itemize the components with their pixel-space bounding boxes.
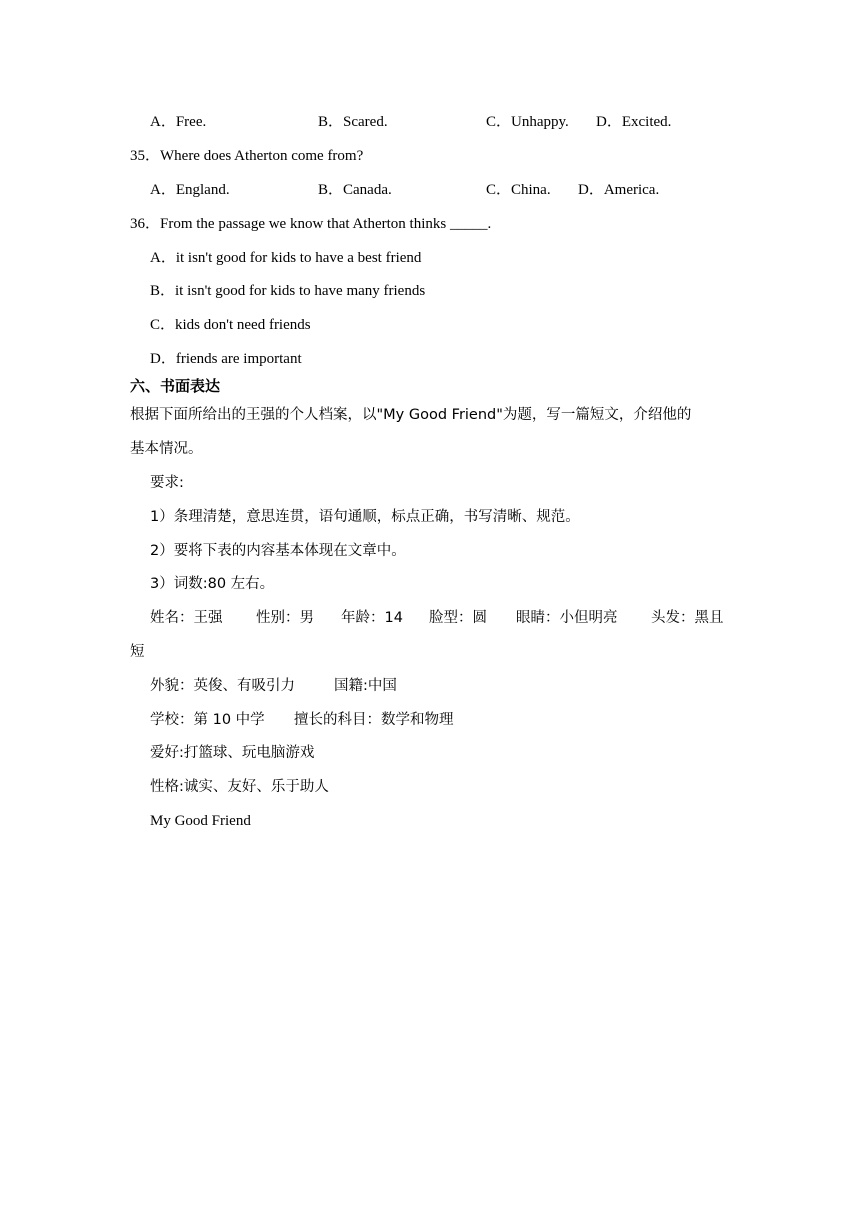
prompt-line-2: 基本情况。 [130,441,203,457]
profile-looks: 外貌：英俊、有吸引力 [150,678,295,694]
requirements-label: 要求: [150,475,184,491]
q35-option-c: C．China. [486,182,551,198]
q34-option-b: B．Scared. [318,114,388,130]
profile-hair-cont: 短 [130,644,145,660]
profile-age: 年龄：14 [341,610,403,626]
profile-gender: 性别：男 [256,610,314,626]
section-title: 六、书面表达 [130,377,221,395]
profile-face: 脸型：圆 [429,610,487,626]
profile-subjects: 擅长的科目：数学和物理 [294,712,454,728]
profile-nationality: 国籍:中国 [334,678,397,694]
q34-option-c: C．Unhappy. [486,114,569,130]
profile-hair: 头发：黑且 [651,610,724,626]
q36-option-c: C．kids don't need friends [150,317,311,333]
q35-option-b: B．Canada. [318,182,392,198]
q35-question: 35．Where does Atherton come from? [130,148,364,164]
essay-title: My Good Friend [150,813,251,829]
q36-option-d: D．friends are important [150,351,302,367]
profile-school: 学校：第 10 中学 [150,712,265,728]
profile-hobbies: 爱好:打篮球、玩电脑游戏 [150,745,315,761]
prompt-line-1: 根据下面所给出的王强的个人档案，以"My Good Friend"为题，写一篇短文，介绍他的 [130,407,692,423]
requirement-3: 3）词数:80 左右。 [150,576,275,592]
q34-option-d: D．Excited. [596,114,672,130]
q34-option-a: A．Free. [150,114,207,130]
q35-option-d: D．America. [578,182,660,198]
requirement-2: 2）要将下表的内容基本体现在文章中。 [150,543,406,559]
profile-name: 姓名：王强 [150,610,223,626]
q36-question: 36．From the passage we know that Atherton thinks _____. [130,216,492,232]
q35-option-a: A．England. [150,182,230,198]
profile-eyes: 眼睛：小但明亮 [516,610,618,626]
q36-option-a: A．it isn't good for kids to have a best friend [150,250,422,266]
q36-option-b: B．it isn't good for kids to have many friends [150,283,426,299]
profile-personality: 性格:诚实、友好、乐于助人 [150,779,329,795]
requirement-1: 1）条理清楚，意思连贯，语句通顺，标点正确，书写清晰、规范。 [150,509,580,525]
